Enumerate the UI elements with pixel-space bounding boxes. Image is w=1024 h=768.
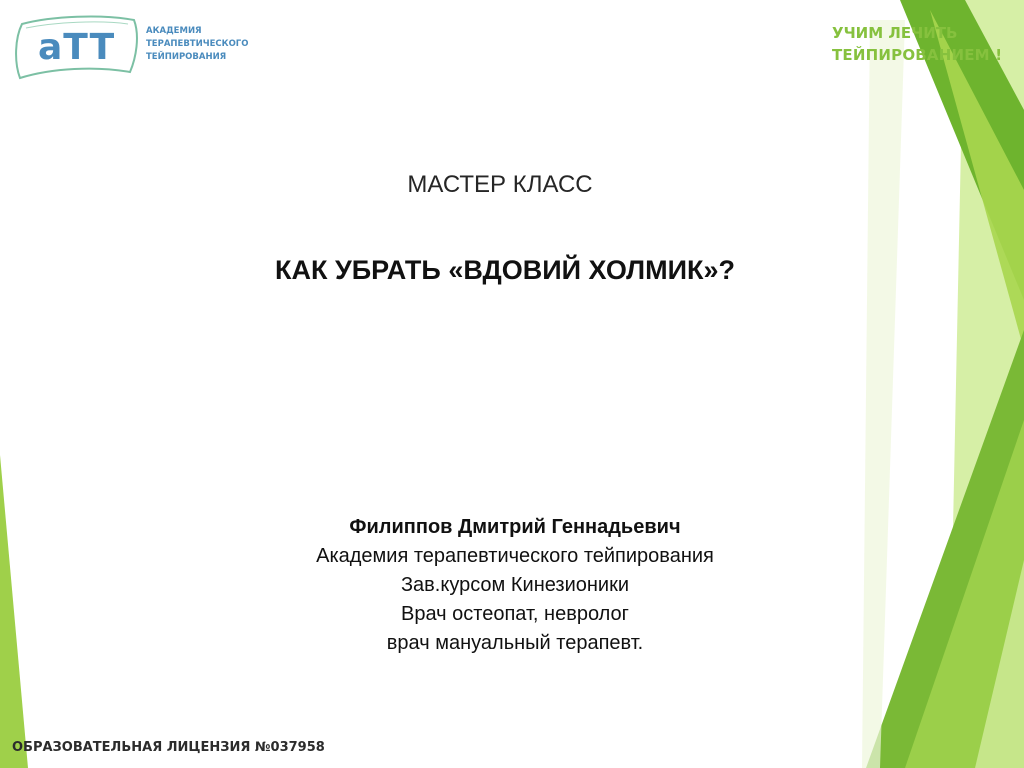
author-detail-line: Врач остеопат, невролог: [401, 603, 629, 625]
author-name: Филиппов Дмитрий Геннадьевич: [349, 516, 681, 538]
logo-text: [146, 25, 276, 64]
logo-abbreviation: aTT: [38, 27, 116, 68]
academy-logo: [12, 14, 252, 80]
license-text: ОБРАЗОВАТЕЛЬНАЯ ЛИЦЕНЗИЯ №037958: [12, 740, 325, 755]
slide-title: КАК УБРАТЬ «ВДОВИЙ ХОЛМИК»?: [274, 255, 736, 285]
slogan-line-1: УЧИМ ЛЕЧИТЬ: [832, 24, 958, 42]
author-detail-line: Зав.курсом Кинезионики: [400, 574, 630, 596]
logo-text-line: ТЕЙПИРОВАНИЯ: [146, 52, 227, 62]
slogan-line-2: ТЕЙПИРОВАНИЕМ !: [832, 46, 1003, 64]
slogan: [832, 22, 1012, 66]
logo-text-line: ТЕРАПЕВТИЧЕСКОГО: [146, 39, 249, 49]
author-block: [240, 513, 790, 658]
author-detail-line: врач мануальный терапевт.: [386, 632, 644, 654]
slide-overtitle: МАСТЕР КЛАСС: [407, 171, 593, 198]
author-detail-line: Академия терапевтического тейпирования: [316, 545, 714, 567]
logo-text-line: АКАДЕМИЯ: [146, 26, 202, 36]
